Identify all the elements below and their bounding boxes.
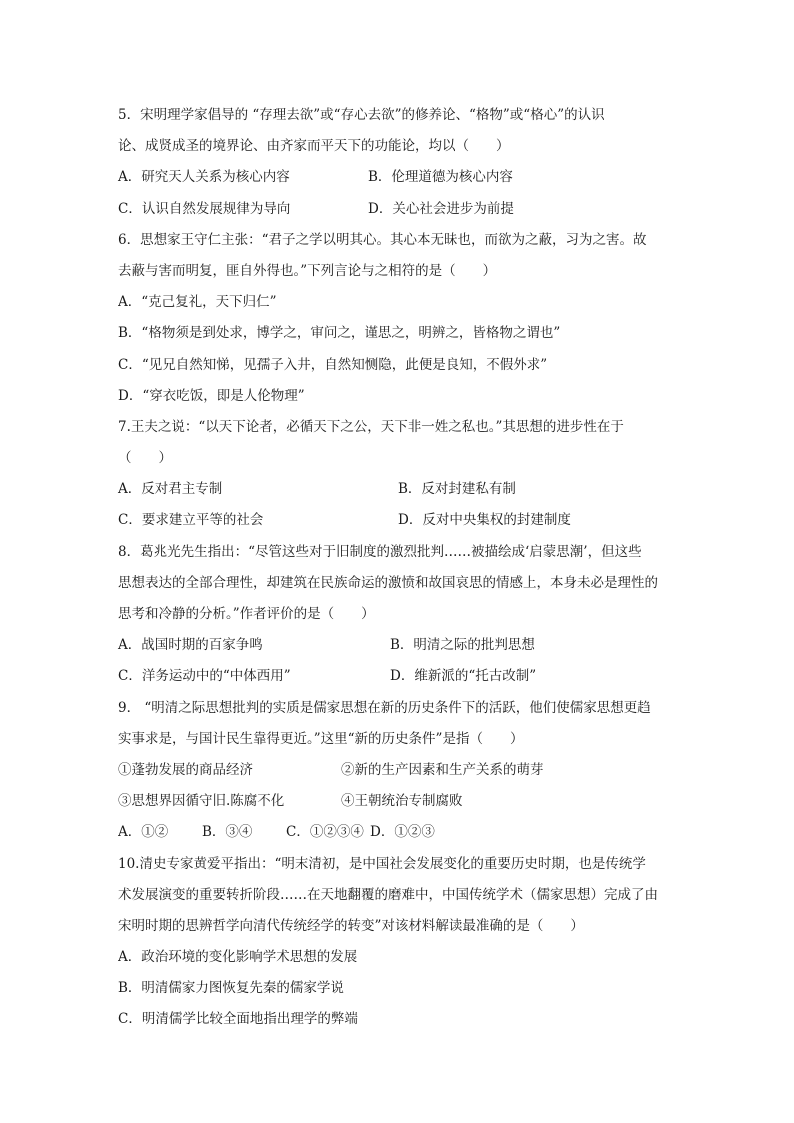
question-stem: 7.王夫之说：“以天下论者，必循天下之公，天下非一姓之私也。”其思想的进步性在于 <box>118 418 624 435</box>
option-d[interactable]: D．维新派的“托古改制” <box>390 668 537 685</box>
option-d[interactable]: D．“穿衣吃饭，即是人伦物理” <box>118 387 305 404</box>
option-a[interactable]: A．战国时期的百家争鸣 <box>118 637 263 654</box>
question-stem: 思想表达的全部合理性，却建筑在民族命运的激愤和故国哀思的情感上，本身未必是理性的 <box>118 574 658 591</box>
question-stem: 术发展演变的重要转折阶段……在天地翻覆的磨难中，中国传统学术（儒家思想）完成了由 <box>118 886 658 903</box>
option-c[interactable]: C．洋务运动中的“中体西用” <box>118 668 291 685</box>
option-d[interactable]: D．①②③ <box>370 824 435 841</box>
option-a[interactable]: A．反对君主专制 <box>118 481 223 498</box>
option-a[interactable]: A．①② <box>118 824 169 841</box>
option-a[interactable]: A．“克己复礼，天下归仁” <box>118 294 277 311</box>
item-2: ②新的生产因素和生产关系的萌芽 <box>341 761 544 778</box>
option-b[interactable]: B．反对封建私有制 <box>398 481 516 498</box>
question-6 <box>118 225 678 412</box>
option-b[interactable]: B．③④ <box>202 824 253 841</box>
option-row <box>118 661 678 692</box>
exam-page <box>118 100 678 1036</box>
option-b[interactable]: B．明清儒家力图恢复先秦的儒家学说 <box>118 980 344 997</box>
option-row <box>118 505 678 536</box>
question-stem: 去蔽与害而明复，匪自外得也。”下列言论与之相符的是（ ） <box>118 262 497 279</box>
item-row <box>118 755 678 786</box>
option-b[interactable]: B．伦理道德为核心内容 <box>368 169 513 186</box>
item-3: ③思想界因循守旧.陈腐不化 <box>118 793 285 810</box>
option-b[interactable]: B．“格物须是到处求，博学之，审问之，谨思之，明辨之，皆格物之谓也” <box>118 325 561 342</box>
option-row <box>118 474 678 505</box>
question-stem: 6．思想家王守仁主张：“君子之学以明其心。其心本无昧也，而欲为之蔽，习为之害。故 <box>118 231 647 248</box>
question-stem: 9． “明清之际思想批判的实质是儒家思想在新的历史条件下的活跃，他们使儒家思想更趋 <box>118 699 651 716</box>
option-c[interactable]: C．明清儒学比较全面地指出理学的弊端 <box>118 1011 358 1028</box>
item-4: ④王朝统治专制腐败 <box>341 793 463 810</box>
question-5 <box>118 100 678 225</box>
question-stem: 论、成贤成圣的境界论、由齐家而平天下的功能论，均以（ ） <box>118 138 510 155</box>
option-c[interactable]: C．认识自然发展规律为导向 <box>118 200 291 217</box>
option-d[interactable]: D．反对中央集权的封建制度 <box>398 512 571 529</box>
option-a[interactable]: A．研究天人关系为核心内容 <box>118 169 290 186</box>
item-1: ①蓬勃发展的商品经济 <box>118 761 253 778</box>
question-9 <box>118 693 678 849</box>
question-stem: （ ） <box>118 450 172 467</box>
option-row <box>118 194 678 225</box>
option-c[interactable]: C．要求建立平等的社会 <box>118 512 264 529</box>
option-row <box>118 162 678 193</box>
option-c[interactable]: C．“见兄自然知悌，见孺子入井，自然知恻隐，此便是良知，不假外求” <box>118 356 548 373</box>
question-7 <box>118 412 678 537</box>
option-a[interactable]: A．政治环境的变化影响学术思想的发展 <box>118 949 358 966</box>
item-row <box>118 786 678 817</box>
option-row <box>118 817 678 848</box>
option-c[interactable]: C．①②③④ <box>286 824 364 841</box>
question-8 <box>118 537 678 693</box>
question-stem: 10.清史专家黄爱平指出：“明末清初，是中国社会发展变化的重要历史时期，也是传统学 <box>118 855 646 872</box>
option-row <box>118 630 678 661</box>
option-b[interactable]: B．明清之际的批判思想 <box>390 637 535 654</box>
question-stem: 思考和冷静的分析。”作者评价的是（ ） <box>118 606 375 622</box>
question-stem: 实事求是，与国计民生靠得更近。”这里“新的历史条件”是指（ ） <box>118 730 524 747</box>
question-stem: 8．葛兆光先生指出：“尽管这些对于旧制度的激烈批判……被描绘成‘启蒙思潮’，但这些 <box>118 543 642 560</box>
option-d[interactable]: D．关心社会进步为前提 <box>368 200 514 217</box>
question-10 <box>118 849 678 1036</box>
question-stem: 5．宋明理学家倡导的 “存理去欲”或“存心去欲”的修养论、“格物”或“格心”的认识 <box>118 107 605 123</box>
question-stem: 宋明时期的思辨哲学向清代传统经学的转变”对该材料解读最准确的是（ ） <box>118 917 584 934</box>
